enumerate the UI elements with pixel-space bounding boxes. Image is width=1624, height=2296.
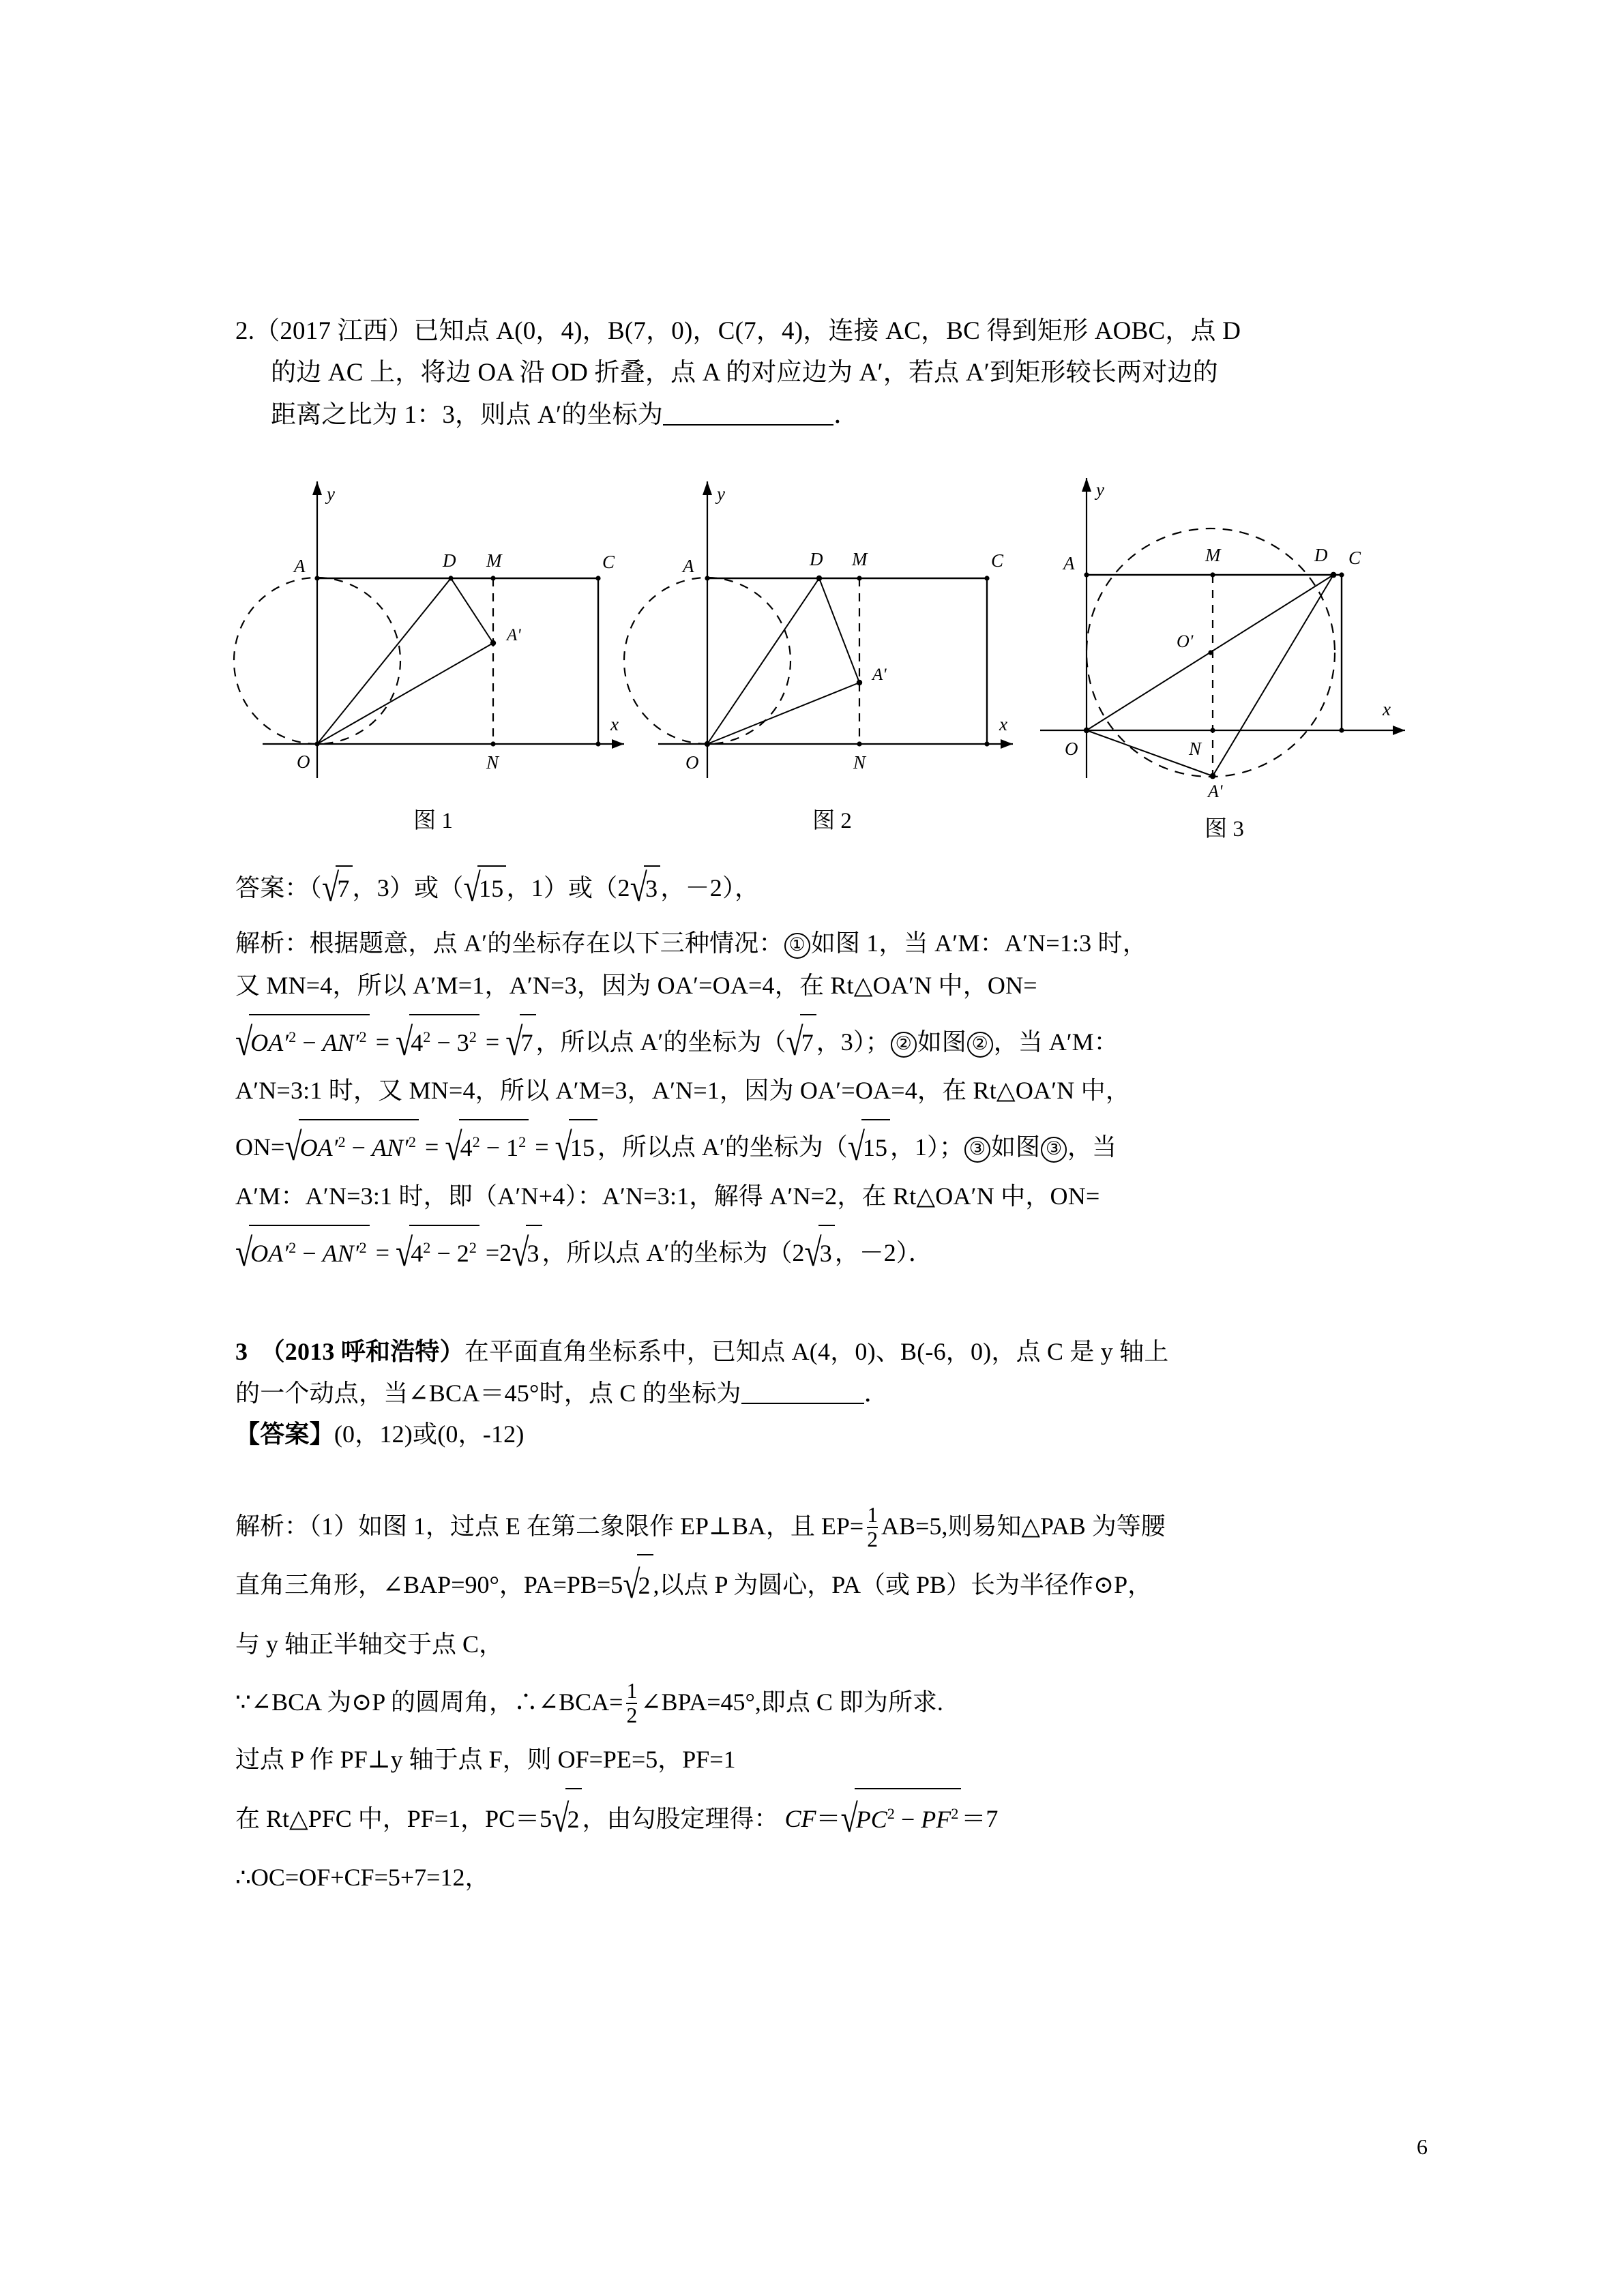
- analysis-line-6: A′M：A′N=3:1 时，即（A′N+4）：A′N=3:1，解得 A′N=2，在 Rt△OA′N 中，ON=: [235, 1182, 1100, 1210]
- circled-number-3b: ③: [1041, 1137, 1067, 1163]
- problem-3: [235, 1331, 1415, 1907]
- equals-3: =: [425, 1133, 439, 1161]
- radical-expr-8-base1: 4: [411, 1239, 424, 1267]
- figure-2-caption: 图 2: [812, 809, 852, 834]
- problem-2-answer-line: [235, 866, 1415, 910]
- problem-3-stem-line-2-text: 的一个动点，当∠BCA＝45°时，点 C 的坐标为: [235, 1379, 741, 1407]
- radical-expr-4-var1: OA′: [299, 1134, 338, 1162]
- radical-sqrt3-radicand: 3: [645, 875, 658, 903]
- solution-line-6-b: ，由勾股定理得：: [582, 1804, 779, 1832]
- analysis-line-3-text-a: ，所以点 A′的坐标为（: [535, 1028, 786, 1056]
- figure-3-label-O: O: [1065, 739, 1078, 760]
- radical-coord-1-radicand: 7: [801, 1028, 814, 1056]
- figure-2: [651, 458, 1033, 835]
- fraction-one-half-1: [867, 1504, 878, 1551]
- figure-2-label-D: D: [810, 549, 823, 570]
- equals-6: =: [485, 1238, 500, 1266]
- solution-line-6-a: 在 Rt△PFC 中，PF=1，PC＝5: [235, 1804, 552, 1832]
- problem-2-stem-line-3-text: 距离之比为 1：3，则点 A′的坐标为: [271, 400, 664, 429]
- equals-5: =: [375, 1238, 389, 1266]
- analysis-line-4: A′N=3:1 时，又 MN=4，所以 A′M=3，A′N=1，因为 OA′=OA=4，在 Rt△OA′N 中，: [235, 1077, 1131, 1105]
- figure-1-label-x: x: [610, 714, 619, 735]
- figure-3-label-D: D: [1314, 545, 1328, 566]
- analysis-line-3-text-c: 如图: [917, 1028, 966, 1056]
- radical-expr-6-radicand: 15: [570, 1134, 595, 1162]
- solution-line-6: [235, 1789, 1415, 1849]
- problem-3-stem-line-1: [235, 1331, 1415, 1372]
- figure-3-label-A: A: [1063, 553, 1075, 574]
- radical-expr-1-var2: AN′: [322, 1028, 359, 1056]
- figure-1-caption: 图 1: [413, 809, 453, 834]
- radical-expr-1-var1: OA′: [250, 1028, 289, 1056]
- problem-2-stem-line-1: 2.（2017 江西）已知点 A(0，4)，B(7，0)，C(7，4)，连接 AC，BC 得到矩形 AOBC，点 D: [235, 317, 1241, 345]
- equals-4: =: [535, 1133, 549, 1161]
- figure-2-label-A-prime: A': [872, 666, 887, 685]
- analysis-line-3: [235, 1015, 1415, 1070]
- figure-3-caption: 图 3: [1205, 817, 1244, 842]
- radical-expr-7: $√OA'^2 - AN'^2$: [235, 1225, 370, 1281]
- figure-2-drawing: [651, 458, 1033, 799]
- radical-coord-3: √3: [804, 1225, 834, 1281]
- radical-sqrt2-1: √2: [623, 1555, 653, 1615]
- figure-2-label-N: N: [853, 752, 866, 773]
- radical-expr-5-base1: 4: [460, 1134, 473, 1162]
- equals-2: =: [485, 1028, 500, 1056]
- fraction-numerator-2: 1: [626, 1678, 638, 1703]
- solution-line-4-a: ∵∠BCA 为⊙P 的圆周角，∴∠BCA=: [235, 1688, 623, 1716]
- figure-3-label-O-prime: O': [1177, 631, 1194, 652]
- problem-3-source: （2013 呼和浩特）: [260, 1338, 464, 1366]
- solution-line-7: ∴OC=OF+CF=5+7=12，: [235, 1864, 490, 1892]
- radical-coord-2-radicand: 15: [863, 1134, 888, 1162]
- radical-expr-9: √3: [512, 1225, 542, 1281]
- figure-2-label-y: y: [717, 483, 725, 505]
- figure-3-label-N: N: [1189, 739, 1202, 760]
- analysis-line-1-b: 如图 1，当 A′M：A′N=1:3 时，: [810, 929, 1147, 957]
- radical-pythagoras-pc: PC: [855, 1805, 887, 1833]
- figure-3-label-y: y: [1096, 479, 1104, 501]
- radical-expr-2: $√4^2 - 3^2$: [396, 1015, 479, 1070]
- radical-expr-8-base2: 2: [456, 1239, 469, 1267]
- answer-blank-3[interactable]: [741, 1403, 864, 1404]
- cf-equals: ＝: [816, 1804, 841, 1832]
- radical-sqrt3: √3: [630, 866, 661, 910]
- radical-sqrt7-radicand: 7: [337, 875, 350, 903]
- radical-expr-9-radicand: 3: [527, 1239, 540, 1267]
- problem-3-answer-value: (0，12)或(0，-12): [334, 1420, 525, 1448]
- figure-3-drawing: [1033, 458, 1429, 802]
- answer-blank-2[interactable]: [663, 424, 833, 426]
- page-content: [235, 310, 1415, 1907]
- solution-line-2-a: 直角三角形，∠BAP=90°，PA=PB=5: [235, 1571, 623, 1599]
- answer-mid-1: ，3）或（: [352, 874, 464, 902]
- figure-1-label-N: N: [486, 752, 499, 773]
- answer-mid-2: ，1）或（: [506, 874, 618, 902]
- radical-sqrt2-2: √2: [552, 1789, 582, 1849]
- figure-1-label-y: y: [327, 483, 335, 505]
- cf-result: ＝7: [961, 1804, 999, 1832]
- figure-row: [242, 458, 1415, 843]
- analysis-line-1: [235, 923, 1415, 964]
- solution-line-1: [235, 1497, 1415, 1555]
- problem-2-stem: [235, 310, 1415, 436]
- analysis-line-5-prefix: ON=: [235, 1133, 285, 1161]
- radical-expr-4-var2: AN′: [371, 1134, 409, 1162]
- figure-2-label-C: C: [991, 550, 1004, 571]
- figure-3: [1033, 458, 1429, 843]
- answer-coef-3: 2: [617, 874, 630, 902]
- problem-2-stem-line-3: [235, 394, 1415, 436]
- radical-expr-1: $√OA'^2 - AN'^2$: [235, 1015, 370, 1070]
- analysis-line-2: 又 MN=4，所以 A′M=1，A′N=3，因为 OA′=OA=4，在 Rt△OA′N 中，ON=: [235, 971, 1037, 999]
- radical-expr-5-base2: 1: [506, 1134, 519, 1162]
- radical-expr-8: $√4^2 - 2^2$: [396, 1225, 479, 1281]
- problem-3-stem-line-2-period: ．: [863, 1379, 889, 1407]
- analysis-line-7-coord-coef: 2: [792, 1238, 805, 1266]
- figure-1-label-A-prime: A': [507, 626, 521, 645]
- solution-line-4-b: ∠BPA=45°,即点 C 即为所求.: [640, 1688, 943, 1716]
- problem-3-number: 3: [235, 1338, 248, 1366]
- radical-expr-2-base2: 3: [456, 1028, 469, 1056]
- problem-3-stem-rest: 在平面直角坐标系中，已知点 A(4，0)、B(-6，0)，点 C 是 y 轴上: [464, 1338, 1169, 1366]
- figure-3-label-x: x: [1383, 699, 1391, 720]
- radical-sqrt7: √7: [322, 866, 353, 910]
- circled-number-2b: ②: [967, 1032, 993, 1058]
- radical-sqrt2-2-radicand: 2: [567, 1805, 580, 1833]
- analysis-line-5-text-c: 如图: [991, 1133, 1041, 1161]
- radical-expr-4: $√OA'^2 - AN'^2$: [284, 1120, 419, 1175]
- solution-line-1-b: AB=5,则易知△PAB 为等腰: [881, 1512, 1166, 1540]
- analysis-line-5-text-d: ，当: [1067, 1133, 1117, 1161]
- radical-expr-3: √7: [505, 1015, 535, 1070]
- analysis-line-7-text-a: ，所以点 A′的坐标为（: [542, 1238, 793, 1266]
- radical-coord-1: √7: [786, 1015, 816, 1070]
- circled-number-2: ②: [891, 1032, 917, 1058]
- problem-3-answer-label: 【答案】: [235, 1420, 334, 1448]
- figure-1-label-D: D: [443, 550, 456, 571]
- radical-expr-2-base1: 4: [411, 1028, 424, 1056]
- figure-1: [242, 458, 651, 835]
- radical-sqrt2-1-radicand: 2: [638, 1572, 651, 1600]
- figure-1-label-M: M: [486, 550, 502, 571]
- analysis-line-1-a: 解析：根据题意，点 A′的坐标存在以下三种情况：: [235, 929, 784, 957]
- problem-2-stem-line-2: 的边 AC 上，将边 OA 沿 OD 折叠，点 A 的对应边为 A′，若点 A′到矩形较长两对边的: [271, 359, 1218, 387]
- fraction-denominator-2: 2: [626, 1703, 638, 1728]
- figure-2-label-A: A: [683, 556, 694, 577]
- circled-number-1: ①: [784, 933, 810, 959]
- radical-expr-6: √15: [555, 1120, 597, 1175]
- fraction-one-half-2: [626, 1680, 637, 1727]
- radical-expr-5: $√4^2 - 1^2$: [445, 1120, 529, 1175]
- figure-1-label-O: O: [297, 751, 310, 773]
- solution-line-3: 与 y 轴正半轴交于点 C，: [235, 1630, 504, 1658]
- figure-2-label-O: O: [685, 752, 699, 773]
- analysis-line-5: [235, 1120, 1415, 1175]
- radical-expr-7-var1: OA′: [250, 1239, 289, 1267]
- cf-symbol: CF: [784, 1804, 816, 1832]
- radical-coord-3-radicand: 3: [819, 1239, 832, 1267]
- figure-1-label-A: A: [294, 556, 306, 577]
- radical-pythagoras: $√PC^2 - PF^2$: [840, 1789, 961, 1849]
- answer-tail: ，－2），: [660, 874, 760, 902]
- analysis-line-3-text-b: ，3）；: [816, 1028, 890, 1056]
- problem-2-answer-block: [235, 866, 1415, 1281]
- figure-3-label-A-prime: A': [1208, 781, 1223, 802]
- problem-3-answer-line: [235, 1414, 1415, 1455]
- equals-1: =: [375, 1028, 389, 1056]
- figure-3-label-C: C: [1348, 548, 1361, 569]
- radical-expr-7-var2: AN′: [322, 1239, 359, 1267]
- analysis-line-7: [235, 1225, 1415, 1281]
- radical-expr-3-radicand: 7: [520, 1028, 533, 1056]
- radical-sqrt15: √15: [464, 866, 507, 910]
- page-number: 6: [1417, 2134, 1428, 2159]
- radical-coord-2: √15: [848, 1120, 890, 1175]
- problem-3-solution: [235, 1497, 1415, 1907]
- solution-line-1-a: 解析：（1）如图 1，过点 E 在第二象限作 EP⊥BA，且 EP=: [235, 1512, 864, 1540]
- figure-2-label-x: x: [999, 714, 1007, 735]
- figure-1-label-C: C: [602, 552, 615, 573]
- fraction-numerator-1: 1: [867, 1503, 879, 1527]
- analysis-line-5-text-a: ，所以点 A′的坐标为（: [597, 1133, 848, 1161]
- problem-3-stem-line-2: [235, 1373, 1415, 1414]
- solution-line-4: [235, 1673, 1415, 1731]
- figure-2-label-M: M: [852, 549, 868, 570]
- radical-sqrt15-radicand: 15: [479, 875, 504, 903]
- figure-1-drawing: [242, 458, 651, 799]
- solution-line-5: 过点 P 作 PF⊥y 轴于点 F，则 OF=PE=5，PF=1: [235, 1746, 736, 1774]
- analysis-line-7-text-b: ，－2）．: [834, 1238, 933, 1266]
- problem-2-stem-line-3-period: ．: [833, 400, 859, 429]
- solution-line-2-b: ,以点 P 为圆心，PA（或 PB）长为半径作⊙P，: [653, 1571, 1153, 1599]
- answer-open-paren: （: [309, 874, 322, 902]
- analysis-line-7-coef: 2: [499, 1238, 512, 1266]
- answer-label: 答案：: [235, 874, 310, 902]
- circled-number-3: ③: [964, 1137, 990, 1163]
- analysis-line-3-text-d: ，当 A′M：: [993, 1028, 1119, 1056]
- analysis-line-5-text-b: ，1）；: [890, 1133, 964, 1161]
- solution-line-2: [235, 1555, 1415, 1615]
- figure-3-label-M: M: [1205, 545, 1221, 566]
- radical-pythagoras-pf: PF: [921, 1805, 951, 1833]
- fraction-denominator-1: 2: [867, 1527, 879, 1552]
